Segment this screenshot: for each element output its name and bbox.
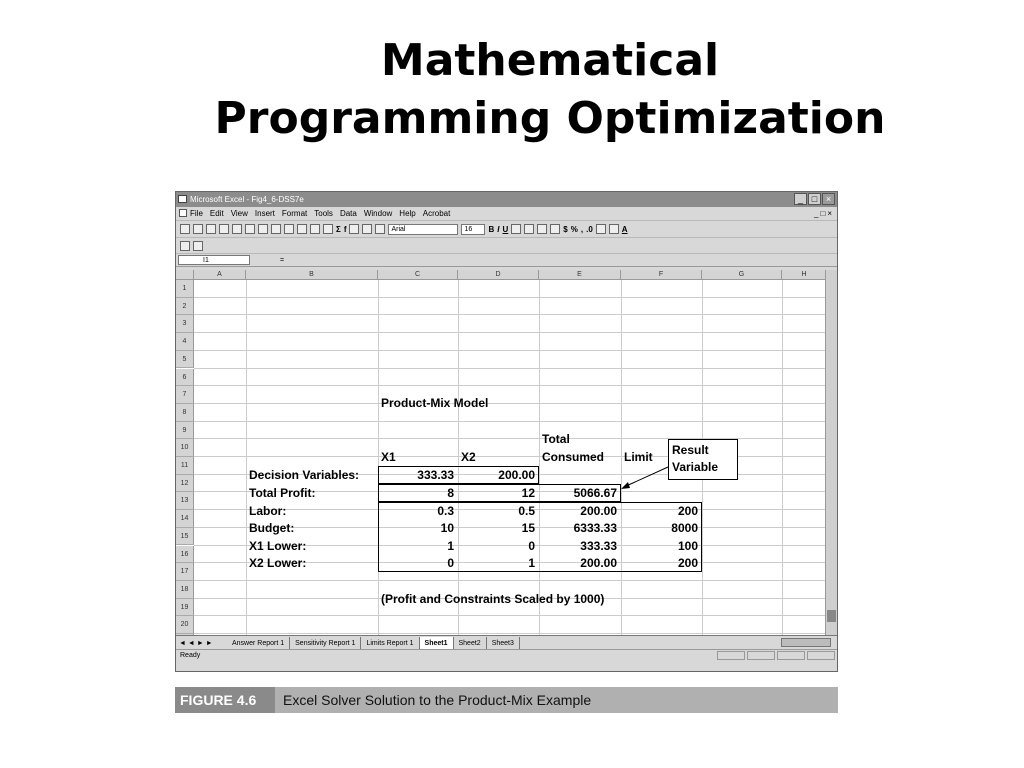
- row-label-decision-variables[interactable]: Decision Variables:: [249, 468, 360, 482]
- figure-caption: [175, 687, 838, 713]
- menu-bar: [176, 207, 837, 221]
- cell-d11[interactable]: 0: [528, 539, 535, 553]
- cell-d10[interactable]: 15: [521, 521, 535, 535]
- gridline: [246, 280, 247, 635]
- row-header[interactable]: 2: [176, 298, 194, 316]
- row-header[interactable]: 11: [176, 457, 194, 475]
- increase-decimal-icon[interactable]: .0: [586, 224, 593, 234]
- pdf-toolbar: [176, 238, 837, 254]
- save-icon[interactable]: [206, 224, 216, 234]
- header-consumed[interactable]: Consumed: [542, 450, 605, 464]
- copy-icon[interactable]: [284, 224, 294, 234]
- column-header-a[interactable]: A: [194, 270, 246, 280]
- column-header-c[interactable]: C: [378, 270, 458, 280]
- underline-button[interactable]: U: [502, 224, 509, 234]
- align-left-icon[interactable]: [511, 224, 521, 234]
- row-header[interactable]: 12: [176, 475, 194, 493]
- row-header[interactable]: 20: [176, 616, 194, 634]
- menu-insert[interactable]: Insert: [254, 209, 275, 218]
- cell-c9[interactable]: 0.3: [437, 504, 454, 518]
- gridline: [194, 350, 827, 351]
- row-header[interactable]: 9: [176, 422, 194, 440]
- cell-c8[interactable]: 8: [447, 486, 454, 500]
- result-variable-callout: [668, 439, 738, 480]
- minimize-button[interactable]: _: [794, 193, 807, 205]
- hyperlink-icon[interactable]: [323, 224, 333, 234]
- status-pane: [777, 651, 805, 660]
- cell-f9[interactable]: 200: [677, 504, 698, 518]
- menu-view[interactable]: View: [230, 209, 248, 218]
- excel-app-icon: [178, 195, 187, 203]
- cell-c11[interactable]: 1: [447, 539, 454, 553]
- status-text: Ready: [180, 652, 201, 659]
- slide-title-line1: Mathematical: [380, 35, 720, 86]
- cell-e10[interactable]: 6333.33: [573, 521, 617, 535]
- window-title: Microsoft Excel - Fig4_6-DSS7e: [190, 195, 304, 204]
- column-header-h[interactable]: H: [782, 270, 827, 280]
- menu-file[interactable]: File: [190, 209, 203, 218]
- sort-ascending-icon[interactable]: [349, 224, 359, 234]
- callout-line2: Variable: [672, 460, 719, 474]
- gridline: [782, 280, 783, 635]
- merge-center-icon[interactable]: [550, 224, 560, 234]
- row-label-total-profit[interactable]: Total Profit:: [249, 486, 316, 500]
- tab-limits-report-1[interactable]: Limits Report 1: [361, 637, 419, 650]
- cell-d9[interactable]: 0.5: [518, 504, 535, 518]
- status-pane: [717, 651, 745, 660]
- header-x1[interactable]: X1: [381, 450, 396, 464]
- new-icon[interactable]: [180, 224, 190, 234]
- menu-window[interactable]: Window: [363, 209, 393, 218]
- fill-color-icon[interactable]: [609, 224, 619, 234]
- horizontal-scrollbar[interactable]: [781, 638, 831, 647]
- row-header[interactable]: 8: [176, 404, 194, 422]
- row-header[interactable]: 3: [176, 315, 194, 333]
- status-bar: [176, 649, 838, 661]
- row-header[interactable]: 6: [176, 369, 194, 387]
- cell-e11[interactable]: 333.33: [580, 539, 617, 553]
- row-header[interactable]: 4: [176, 333, 194, 351]
- cell-c7[interactable]: 333.33: [417, 468, 454, 482]
- document-window-buttons[interactable]: _□×: [814, 209, 834, 218]
- row-label-labor[interactable]: Labor:: [249, 504, 287, 518]
- header-limit[interactable]: Limit: [624, 450, 653, 464]
- row-label-budget[interactable]: Budget:: [249, 521, 295, 535]
- tab-sheet1[interactable]: Sheet1: [420, 637, 454, 650]
- font-size-select[interactable]: 16: [461, 224, 485, 235]
- cell-c12[interactable]: 0: [447, 556, 454, 570]
- figure-caption-text: Excel Solver Solution to the Product-Mix Example: [283, 692, 592, 708]
- function-icon[interactable]: f: [343, 224, 347, 234]
- row-header[interactable]: 14: [176, 510, 194, 528]
- menu-data[interactable]: Data: [339, 209, 357, 218]
- gridline: [194, 385, 827, 386]
- row-header[interactable]: 17: [176, 563, 194, 581]
- align-center-icon[interactable]: [524, 224, 534, 234]
- spreadsheet-grid[interactable]: [176, 270, 827, 635]
- slide-title-line2: Programming Optimization: [214, 93, 886, 144]
- currency-icon[interactable]: $: [563, 224, 568, 234]
- cell-f12[interactable]: 200: [677, 556, 698, 570]
- row-header[interactable]: 10: [176, 439, 194, 457]
- callout-arrow: [616, 465, 676, 495]
- gridline: [194, 421, 827, 422]
- help-icon[interactable]: [375, 224, 385, 234]
- row-header[interactable]: 5: [176, 351, 194, 369]
- paste-icon[interactable]: [297, 224, 307, 234]
- row-header[interactable]: 1: [176, 280, 194, 298]
- cell-d12[interactable]: 1: [528, 556, 535, 570]
- select-all-corner[interactable]: [176, 270, 194, 280]
- callout-line1: Result: [672, 443, 709, 457]
- align-right-icon[interactable]: [537, 224, 547, 234]
- borders-icon[interactable]: [596, 224, 606, 234]
- tab-sheet3[interactable]: Sheet3: [487, 637, 520, 650]
- gridline: [539, 280, 540, 635]
- header-total[interactable]: Total: [542, 432, 570, 446]
- gridline: [194, 615, 827, 616]
- print-preview-icon[interactable]: [245, 224, 255, 234]
- column-header-f[interactable]: F: [621, 270, 702, 280]
- cell-f10[interactable]: 8000: [671, 521, 698, 535]
- name-box[interactable]: I1: [178, 255, 250, 265]
- cell-f11[interactable]: 100: [677, 539, 698, 553]
- print-icon[interactable]: [232, 224, 242, 234]
- row-header[interactable]: 16: [176, 546, 194, 564]
- header-x2[interactable]: X2: [461, 450, 476, 464]
- comma-icon[interactable]: ,: [580, 224, 584, 234]
- workbook-icon[interactable]: [179, 209, 187, 217]
- standard-toolbar: [176, 221, 837, 238]
- italic-button[interactable]: I: [497, 224, 500, 234]
- formula-bar: [176, 254, 837, 267]
- status-pane: [747, 651, 775, 660]
- cut-icon[interactable]: [271, 224, 281, 234]
- gridline: [194, 314, 827, 315]
- gridline: [621, 280, 622, 635]
- maximize-button[interactable]: □: [808, 193, 821, 205]
- gridline: [194, 368, 827, 369]
- tab-sheet2[interactable]: Sheet2: [454, 637, 487, 650]
- gridline: [194, 332, 827, 333]
- vertical-scrollbar[interactable]: [825, 270, 837, 635]
- chart-wizard-icon[interactable]: [362, 224, 372, 234]
- cell-c10[interactable]: 10: [440, 521, 454, 535]
- column-header-g[interactable]: G: [702, 270, 782, 280]
- model-title[interactable]: Product-Mix Model: [381, 396, 489, 410]
- cell-e8[interactable]: 5066.67: [573, 486, 617, 500]
- title-bar: [176, 192, 837, 207]
- gridline: [378, 280, 379, 635]
- column-header-e[interactable]: E: [539, 270, 621, 280]
- row-label-x2-lower[interactable]: X2 Lower:: [249, 556, 307, 570]
- bold-button[interactable]: B: [488, 224, 495, 234]
- column-header-d[interactable]: D: [458, 270, 539, 280]
- row-header[interactable]: 13: [176, 492, 194, 510]
- gridline: [194, 580, 827, 581]
- gridline: [194, 403, 827, 404]
- convert-and-email-icon[interactable]: [193, 241, 203, 251]
- convert-to-pdf-icon[interactable]: [180, 241, 190, 251]
- row-header[interactable]: 18: [176, 581, 194, 599]
- close-button[interactable]: ×: [822, 193, 835, 205]
- font-name-select[interactable]: Arial: [388, 224, 458, 235]
- excel-window: [175, 191, 838, 672]
- cell-e9[interactable]: 200.00: [580, 504, 617, 518]
- menu-tools[interactable]: Tools: [314, 209, 333, 218]
- figure-label: FIGURE 4.6: [175, 687, 275, 713]
- menu-acrobat[interactable]: Acrobat: [422, 209, 451, 218]
- gridline: [194, 633, 827, 634]
- font-color-icon[interactable]: A: [621, 224, 628, 234]
- column-header-b[interactable]: B: [246, 270, 378, 280]
- gridline: [194, 297, 827, 298]
- row-header[interactable]: 7: [176, 386, 194, 404]
- tab-answer-report-1[interactable]: Answer Report 1: [227, 637, 290, 650]
- sheet-tab-bar: [176, 635, 838, 650]
- tab-sensitivity-report-1[interactable]: Sensitivity Report 1: [290, 637, 361, 650]
- formula-equals: =: [280, 256, 285, 264]
- row-label-x1-lower[interactable]: X1 Lower:: [249, 539, 307, 553]
- status-pane: [807, 651, 835, 660]
- cell-d7[interactable]: 200.00: [498, 468, 535, 482]
- row-header[interactable]: 19: [176, 599, 194, 617]
- menu-help[interactable]: Help: [399, 209, 416, 218]
- permission-icon[interactable]: [219, 224, 229, 234]
- spelling-icon[interactable]: [258, 224, 268, 234]
- open-icon[interactable]: [193, 224, 203, 234]
- scaling-note[interactable]: (Profit and Constraints Scaled by 1000): [381, 592, 605, 606]
- percent-icon[interactable]: %: [570, 224, 578, 234]
- cell-d8[interactable]: 12: [521, 486, 535, 500]
- undo-icon[interactable]: [310, 224, 320, 234]
- gridline: [458, 280, 459, 635]
- menu-edit[interactable]: Edit: [209, 209, 224, 218]
- slide-title: [0, 32, 1024, 148]
- autosum-icon[interactable]: Σ: [336, 224, 341, 234]
- vertical-scroll-thumb[interactable]: [827, 610, 836, 622]
- row-header[interactable]: 15: [176, 528, 194, 546]
- cell-e12[interactable]: 200.00: [580, 556, 617, 570]
- menu-format[interactable]: Format: [281, 209, 308, 218]
- tab-navigation-buttons[interactable]: ◄◄►►: [179, 639, 215, 647]
